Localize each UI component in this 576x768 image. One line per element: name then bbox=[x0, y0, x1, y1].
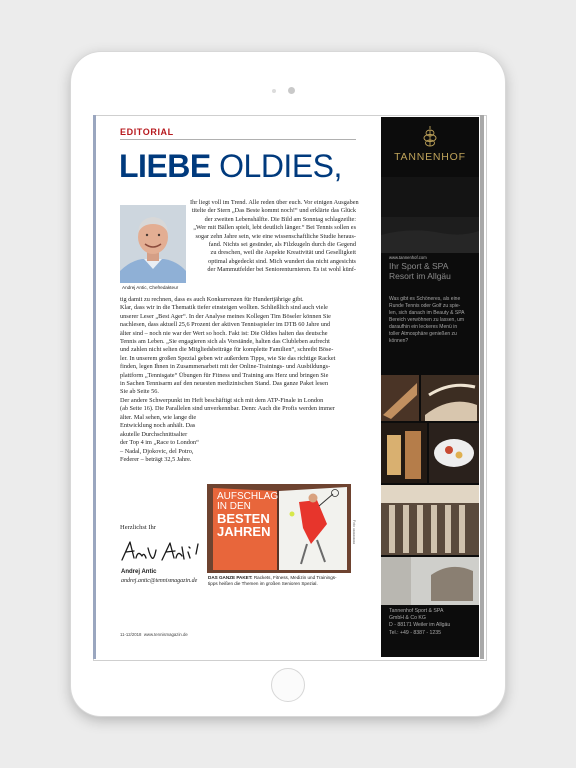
text-line: und zahlen nicht selten die Mitgliedsbeiträge für komplette Familien“, schreibt Böse- bbox=[120, 346, 334, 354]
page-footer bbox=[120, 632, 188, 637]
section-rule bbox=[120, 139, 356, 140]
ad-text-line: len, sich danach im Beauty & SPA bbox=[389, 310, 465, 316]
caption-bold: DAS GANZE PAKET: bbox=[208, 575, 253, 580]
ad-text-line: Bereich verwöhnen zu lassen, um bbox=[389, 317, 465, 323]
text-line: finden, legen Ihnen in Zusammenarbeit mit der Online-Trainings- und Ausbildungs- bbox=[120, 363, 331, 371]
handwritten-signature bbox=[118, 538, 210, 571]
camera-dot bbox=[288, 87, 295, 94]
ad-text-line: daraufhin ein leckeres Menü in bbox=[389, 324, 458, 330]
text-line: Tennis am Leben. „Sie engagieren sich als Vorstände, halten das Clubleben aufrecht bbox=[120, 338, 330, 346]
ad-text-line: Was gibt es Schöneres, als eine bbox=[389, 296, 461, 302]
ad-headline bbox=[389, 262, 451, 281]
text-line: älter. Mal sehen, wie lange die bbox=[120, 414, 197, 421]
ad-brand-name: TANNENHOF bbox=[394, 151, 466, 163]
tannenhof-ad[interactable] bbox=[381, 117, 479, 657]
ad-text-line: können? bbox=[389, 338, 409, 344]
title-bold: LIEBE bbox=[119, 148, 211, 184]
text-line: fand. Nichts sei gesünder, als Filzkugeln durch die Gegend bbox=[208, 241, 356, 249]
text-line: optimal abgedeckt sind. Mich wundert das nicht angesichts bbox=[208, 257, 356, 265]
ad-contact-line: Tel.: +49 - 8387 - 1235 bbox=[389, 629, 442, 636]
signature-glyph bbox=[118, 538, 210, 566]
text-line: Klar, dass wir in die Thematik tiefer einsteigen wollten. Schließlich sind auch viele bbox=[120, 304, 328, 312]
sensor-dot bbox=[272, 89, 276, 93]
ad-text-line: toller Atmosphäre genießen zu bbox=[389, 331, 457, 337]
section-label: EDITORIAL bbox=[120, 127, 174, 137]
text-line: – Nadal, Djokovic, del Potro, bbox=[120, 447, 194, 455]
text-line: plattform „Tennisgate“ Übungen für Fitness und Training ans Herz und bringen Sie bbox=[120, 371, 329, 379]
inset-caption bbox=[208, 575, 337, 587]
text-line: Entwicklung noch anhält. Das bbox=[120, 422, 196, 430]
text-line: tig damit zu rechnen, dass es auch Konkurrenzen für Hundertjährige gibt. bbox=[120, 296, 304, 303]
text-line: zu dreschen, weil die Aspekte Kreativität und Geselligkeit bbox=[210, 249, 356, 257]
author-name: Andrej Antic bbox=[121, 569, 157, 575]
article-full-text bbox=[120, 296, 356, 414]
author-photo bbox=[120, 205, 186, 283]
ad-headline-line-1: Ihr Sport & SPA bbox=[389, 261, 449, 271]
page-right-edge bbox=[480, 115, 484, 659]
page-title bbox=[119, 149, 342, 183]
inset-magazine-image bbox=[207, 484, 351, 573]
inset-headline-4: JAHREN bbox=[217, 524, 271, 539]
text-line: „Wer mit Bällen spielt, lebt deutlich länger.“ Bei Tennis sollen es bbox=[193, 224, 356, 232]
ad-body-text bbox=[389, 296, 465, 345]
ad-contact bbox=[389, 608, 450, 637]
ad-contact-line: D - 88171 Weiler im Allgäu bbox=[389, 622, 451, 629]
text-line: Federer – beträgt 32,5 Jahre. bbox=[120, 456, 192, 464]
caption-line-2: tipps heißen die Themen im großen Senioren Spezial. bbox=[208, 581, 318, 586]
ad-photo-collage bbox=[381, 375, 479, 605]
ad-contact-line: GmbH & Co KG bbox=[389, 615, 426, 622]
text-line: titelte der Stern „Das Beste kommt noch!“ und erklärte das Glück bbox=[191, 207, 356, 215]
ad-headline-line-2: Resort im Allgäu bbox=[389, 270, 451, 281]
footer-website[interactable]: www.tennismagazin.de bbox=[143, 632, 188, 637]
ad-url[interactable]: www.tannenhof.com bbox=[389, 255, 427, 260]
home-button[interactable] bbox=[271, 668, 305, 702]
photo-caption: Andrej Antic, Chefredakteur bbox=[122, 285, 179, 290]
text-line: der Top 4 im „Race to London“ bbox=[120, 439, 199, 447]
author-email[interactable]: andrej.antic@tennismagazin.de bbox=[121, 578, 198, 584]
ad-sky-image bbox=[381, 177, 479, 253]
text-line: der Mammutfelder bei Seniorenturnieren. Es ist wohl künf- bbox=[207, 266, 356, 274]
text-line: in Sachen Tennisarm auf den neuesten medizinischen Stand. Das ganze Paket lesen bbox=[120, 380, 329, 388]
text-line: Ihr liegt voll im Trend. Alle reden über euch. Vor einigen Ausgaben bbox=[190, 199, 359, 206]
inset-headline-2: IN DEN bbox=[217, 501, 251, 512]
text-line: unserer Leser „Best Ager“. In der Analyse meines Kollegen Tim Böseler können Sie bbox=[120, 312, 331, 320]
article-narrow-text bbox=[120, 414, 210, 464]
inset-headline-3: BESTEN bbox=[217, 511, 270, 526]
issue-number: 11-12/2018 bbox=[120, 632, 142, 637]
text-line: ler. In unserem großen Spezial geben wir außerdem Tipps, wie Sie das richtige Racket bbox=[120, 354, 336, 362]
text-line: nachlesen, dass aktuell 25,6 Prozent der aktiven Tennisspieler im DTB 60 Jahre und bbox=[120, 321, 331, 329]
text-line: der zweiten Lebenshälfte. Die Bild am Sonntag schlagzeilte: bbox=[204, 215, 356, 223]
pinecone-logo-icon bbox=[421, 125, 439, 147]
portrait-illustration bbox=[120, 205, 186, 283]
text-line: sogar zehn Jahre sein, wie eine wissenschaftliche Studie heraus- bbox=[195, 232, 356, 240]
text-line: (ab Seite 16). Die Parallelen sind unverkennbar. Denn: Auch die Profis werden immer bbox=[120, 405, 335, 413]
page-spine-edge bbox=[93, 115, 96, 659]
inset-headline-1: AUFSCHLAG bbox=[217, 491, 279, 502]
closing-greeting: Herzlichst Ihr bbox=[120, 524, 156, 531]
text-line: akutelle Durchschnittsalter bbox=[120, 430, 188, 438]
title-light: OLDIES, bbox=[219, 148, 342, 184]
article-wrap-text bbox=[190, 199, 359, 275]
ad-contact-line: Tannenhof Sport & SPA bbox=[389, 608, 444, 614]
text-line: Sie ab Seite 56. bbox=[120, 388, 159, 396]
text-line: älter sind – noch nie war der Wert so hoch. Fakt ist: Die Oldies halten das deutsche bbox=[120, 329, 328, 337]
ad-text-line: Runde Tennis oder Golf zu spie- bbox=[389, 303, 461, 309]
text-line: Der andere Schwerpunkt im Heft beschäftigt sich mit dem ATP-Finale in London bbox=[120, 396, 324, 404]
photo-credit: Foto: xxxxxxxxxx bbox=[352, 520, 356, 545]
caption-text: Rackets, Fitness, Medizin und Trainings- bbox=[252, 575, 337, 580]
